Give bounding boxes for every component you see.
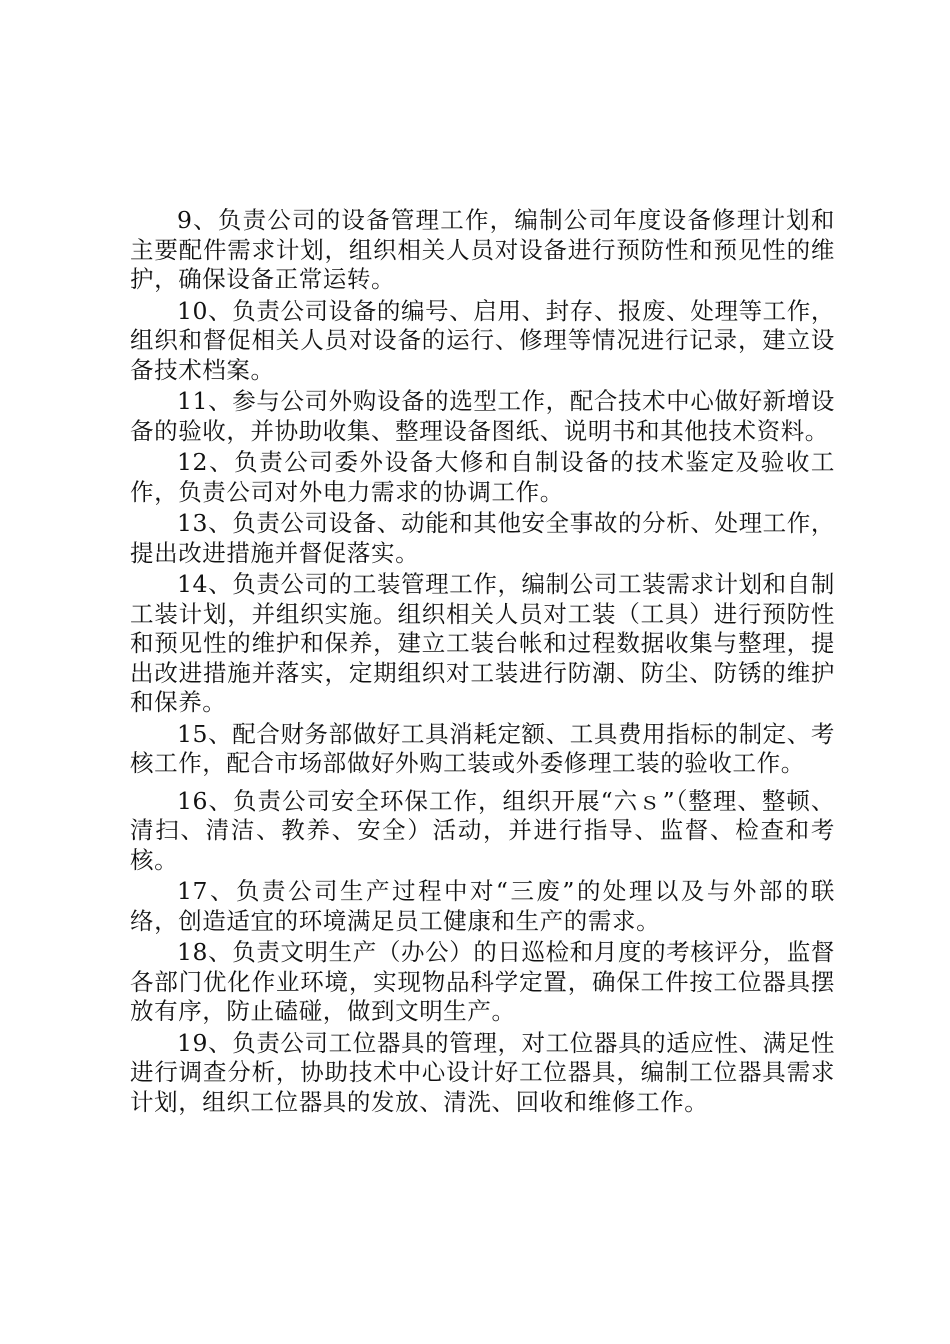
paragraph-13: 13、负责公司设备、动能和其他安全事故的分析、处理工作，提出改进措施并督促落实。 (130, 509, 835, 567)
paragraph-12: 12、负责公司委外设备大修和自制设备的技术鉴定及验收工作，负责公司对外电力需求的协调工作。 (130, 448, 835, 506)
paragraph-19: 19、负责公司工位器具的管理，对工位器具的适应性、满足性进行调查分析，协助技术中心设计好工位器具，编制工位器具需求计划，组织工位器具的发放、清洗、回收和维修工作。 (130, 1028, 835, 1116)
document-body (130, 206, 835, 1117)
paragraph-10: 10、负责公司设备的编号、启用、封存、报废、处理等工作，组织和督促相关人员对设备的运行、修理等情况进行记录，建立设备技术档案。 (130, 296, 835, 384)
paragraph-14: 14、负责公司的工装管理工作，编制公司工装需求计划和自制工装计划，并组织实施。组织相关人员对工装（工具）进行预防性和预见性的维护和保养，建立工装台帐和过程数据收集与整理，提出改进措施并落实，定期组织对工装进行防潮、防尘、防锈的维护和保养。 (130, 570, 835, 716)
paragraph-18: 18、负责文明生产（办公）的日巡检和月度的考核评分，监督各部门优化作业环境，实现物品科学定置，确保工件按工位器具摆放有序，防止磕碰，做到文明生产。 (130, 938, 835, 1025)
paragraph-15: 15、配合财务部做好工具消耗定额、工具费用指标的制定、考核工作，配合市场部做好外购工装或外委修理工装的验收工作。 (130, 719, 835, 777)
paragraph-17: 17、负责公司生产过程中对“三废”的处理以及与外部的联络，创造适宜的环境满足员工健康和生产的需求。 (130, 877, 835, 935)
paragraph-16: 16、负责公司安全环保工作，组织开展“六ｓ”（整理、整顿、清扫、清洁、教养、安全）活动，并进行指导、监督、检查和考核。 (130, 786, 835, 874)
paragraph-11: 11、参与公司外购设备的选型工作，配合技术中心做好新增设备的验收，并协助收集、整理设备图纸、说明书和其他技术资料。 (130, 387, 835, 445)
paragraph-9: 9、负责公司的设备管理工作，编制公司年度设备修理计划和主要配件需求计划，组织相关人员对设备进行预防性和预见性的维护，确保设备正常运转。 (130, 206, 835, 293)
